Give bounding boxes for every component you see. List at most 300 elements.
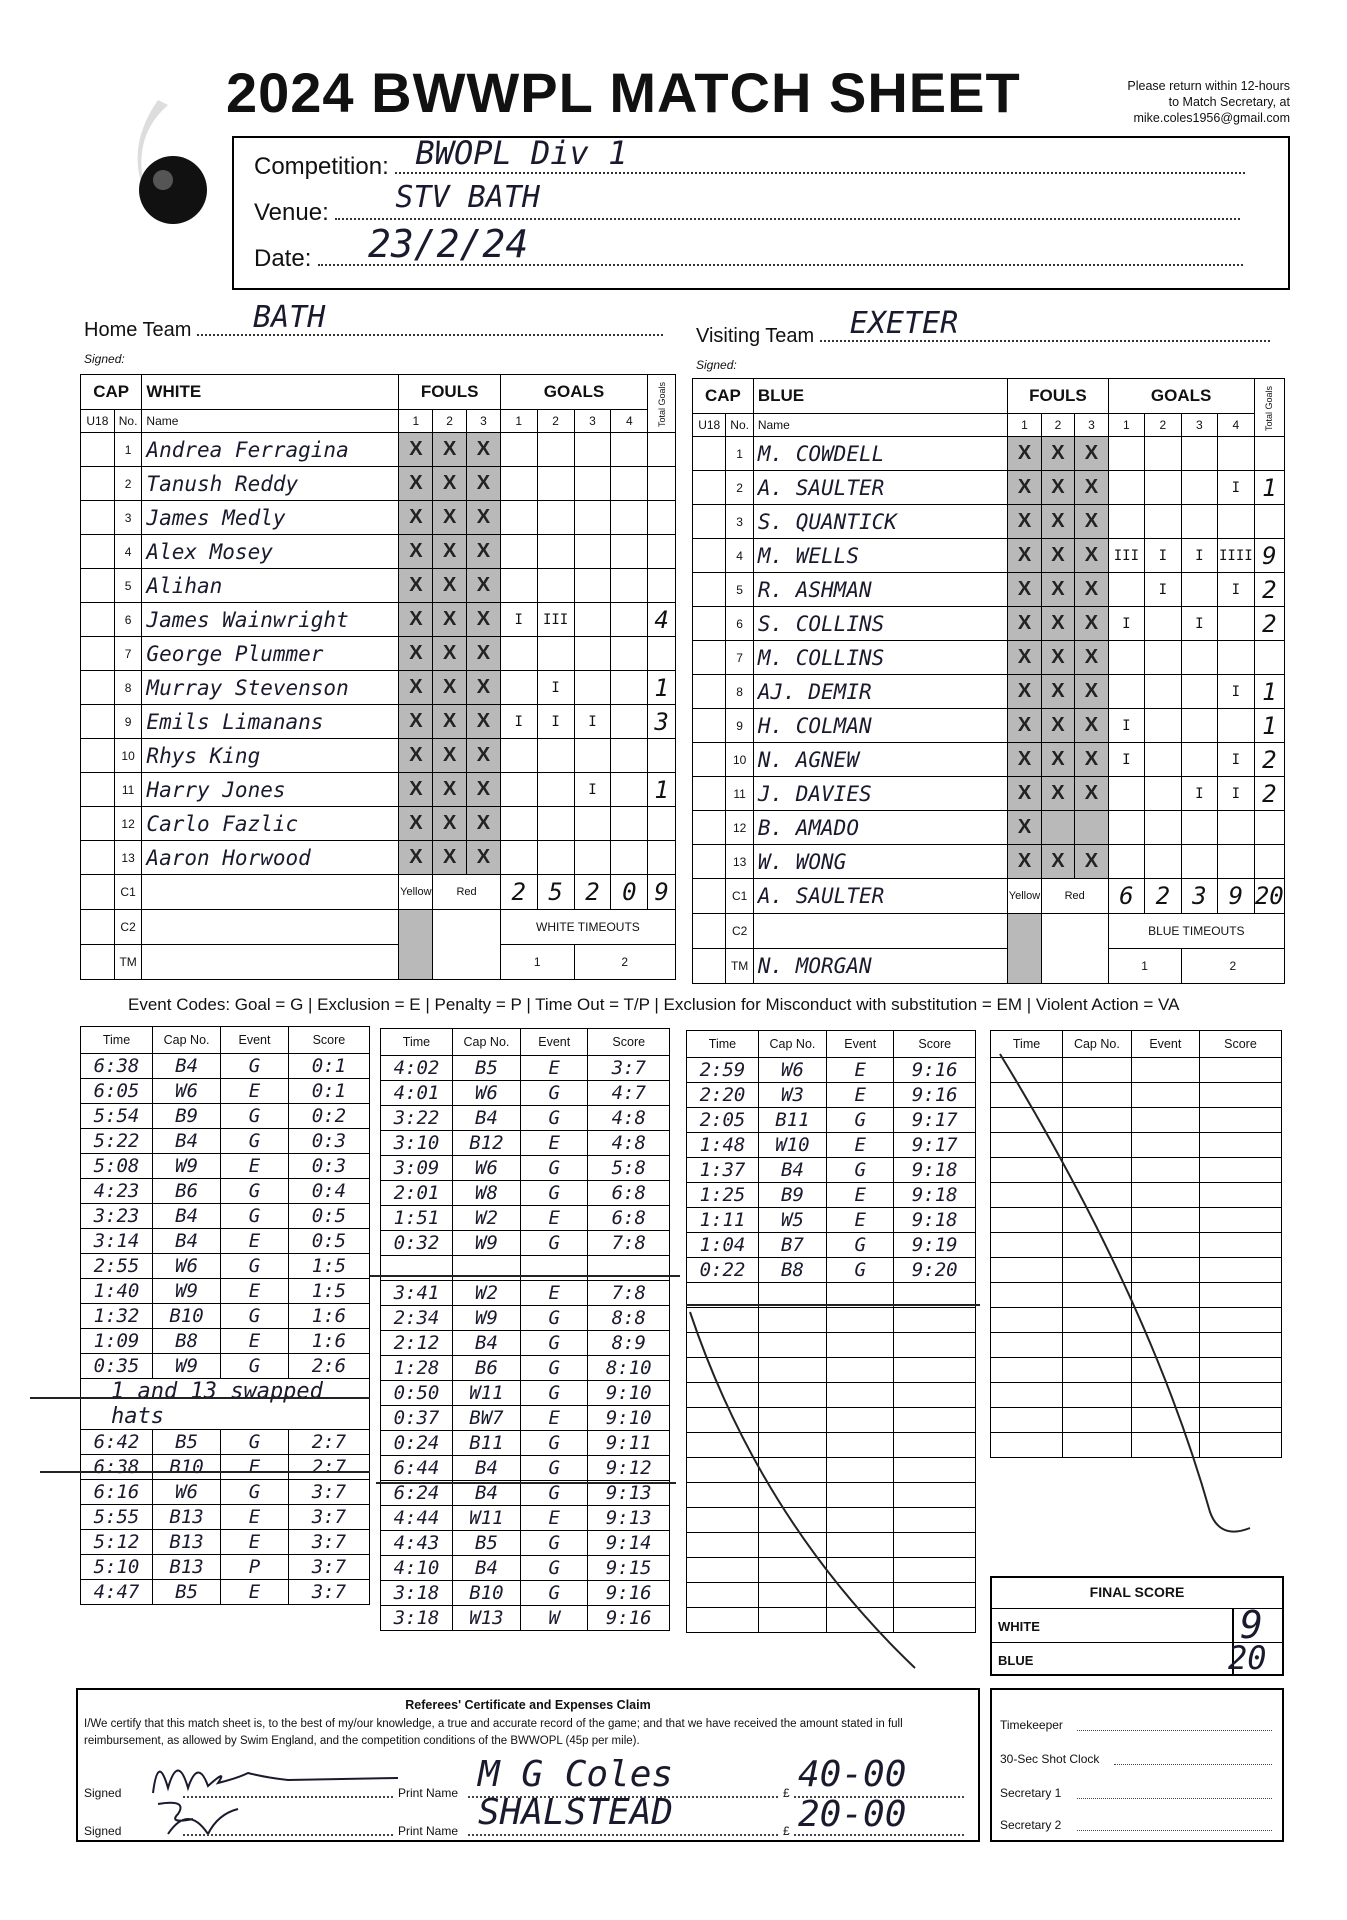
u18-cell[interactable] <box>81 773 115 807</box>
event-event-cell[interactable] <box>1131 1333 1199 1358</box>
event-time-cell[interactable] <box>687 1533 759 1558</box>
event-event-cell[interactable]: G <box>221 1354 289 1379</box>
foul-cell[interactable]: X <box>467 807 501 841</box>
foul-cell[interactable]: X <box>1075 437 1108 471</box>
final-white-value[interactable]: 9 <box>1240 1603 1263 1647</box>
event-event-cell[interactable] <box>1131 1358 1199 1383</box>
goal-tally-cell[interactable] <box>500 433 537 467</box>
event-event-cell[interactable] <box>1131 1433 1199 1458</box>
event-time-cell[interactable] <box>687 1558 759 1583</box>
timeout-1[interactable]: 1 <box>500 945 574 980</box>
event-cap-cell[interactable]: BW7 <box>452 1406 520 1431</box>
player-name[interactable]: Alex Mosey <box>142 535 399 569</box>
goal-tally-cell[interactable]: I <box>1218 471 1254 505</box>
event-time-cell[interactable]: 2:12 <box>381 1331 453 1356</box>
foul-cell[interactable]: X <box>467 433 501 467</box>
u18-cell[interactable] <box>693 437 726 471</box>
event-event-cell[interactable]: G <box>221 1104 289 1129</box>
goal-tally-cell[interactable] <box>537 807 574 841</box>
goal-tally-cell[interactable] <box>1181 641 1217 675</box>
event-score-cell[interactable]: 9:18 <box>894 1208 976 1233</box>
event-cap-cell[interactable] <box>758 1458 826 1483</box>
event-cap-cell[interactable] <box>758 1508 826 1533</box>
foul-cell[interactable]: X <box>1041 539 1074 573</box>
event-cap-cell[interactable]: B4 <box>153 1204 221 1229</box>
player-name[interactable]: Emils Limanans <box>142 705 399 739</box>
event-time-cell[interactable]: 0:24 <box>381 1431 453 1456</box>
event-score-cell[interactable] <box>1199 1108 1281 1133</box>
goal-tally-cell[interactable] <box>574 637 611 671</box>
player-name[interactable]: S. QUANTICK <box>753 505 1007 539</box>
event-event-cell[interactable] <box>1131 1408 1199 1433</box>
event-event-cell[interactable] <box>1131 1233 1199 1258</box>
final-blue-value[interactable]: 20 <box>1228 1639 1267 1677</box>
event-time-cell[interactable]: 6:38 <box>81 1054 153 1079</box>
event-score-cell[interactable]: 9:11 <box>588 1431 670 1456</box>
event-score-cell[interactable]: 9:14 <box>588 1531 670 1556</box>
goal-tally-cell[interactable] <box>1218 709 1254 743</box>
event-time-cell[interactable]: 3:22 <box>381 1106 453 1131</box>
event-score-cell[interactable]: 9:20 <box>894 1258 976 1283</box>
goal-tally-cell[interactable] <box>611 671 648 705</box>
event-time-cell[interactable] <box>991 1308 1063 1333</box>
goal-tally-cell[interactable] <box>611 603 648 637</box>
event-time-cell[interactable] <box>991 1283 1063 1308</box>
total-goals-cell[interactable] <box>648 433 676 467</box>
event-score-cell[interactable] <box>1199 1333 1281 1358</box>
event-cap-cell[interactable] <box>758 1408 826 1433</box>
event-event-cell[interactable]: G <box>221 1254 289 1279</box>
timekeeper-field[interactable] <box>1077 1730 1272 1731</box>
foul-cell[interactable]: X <box>399 501 433 535</box>
event-event-cell[interactable]: G <box>520 1431 588 1456</box>
total-goals-cell[interactable] <box>648 739 676 773</box>
event-score-cell[interactable]: 0:4 <box>288 1179 369 1204</box>
goal-tally-cell[interactable] <box>500 773 537 807</box>
u18-cell[interactable] <box>81 671 115 705</box>
event-cap-cell[interactable]: B13 <box>153 1555 221 1580</box>
event-time-cell[interactable]: 1:40 <box>81 1279 153 1304</box>
goal-tally-cell[interactable] <box>1218 811 1254 845</box>
u18-cell[interactable] <box>81 603 115 637</box>
event-cap-cell[interactable]: W9 <box>452 1306 520 1331</box>
total-goals-cell[interactable]: 1 <box>1254 471 1284 505</box>
event-time-cell[interactable]: 1:51 <box>381 1206 453 1231</box>
event-cap-cell[interactable]: W2 <box>452 1281 520 1306</box>
goal-tally-cell[interactable]: III <box>1108 539 1144 573</box>
foul-cell[interactable]: X <box>467 501 501 535</box>
event-event-cell[interactable]: G <box>221 1179 289 1204</box>
goal-tally-cell[interactable] <box>537 773 574 807</box>
ref2-print-name[interactable]: SHALSTEAD <box>478 1792 674 1833</box>
foul-cell[interactable]: X <box>399 467 433 501</box>
event-cap-cell[interactable] <box>1063 1233 1132 1258</box>
goal-tally-cell[interactable]: I <box>1218 573 1254 607</box>
secretary1-field[interactable] <box>1077 1798 1272 1799</box>
player-name[interactable]: Andrea Ferragina <box>142 433 399 467</box>
event-score-cell[interactable] <box>894 1583 976 1608</box>
event-cap-cell[interactable] <box>452 1256 520 1281</box>
goal-tally-cell[interactable]: I <box>1218 777 1254 811</box>
event-score-cell[interactable] <box>1199 1308 1281 1333</box>
event-time-cell[interactable] <box>991 1108 1063 1133</box>
foul-cell[interactable]: X <box>467 739 501 773</box>
event-time-cell[interactable] <box>991 1183 1063 1208</box>
official-name[interactable] <box>142 910 399 945</box>
goal-tally-cell[interactable]: I <box>1181 607 1217 641</box>
event-cap-cell[interactable]: W11 <box>452 1506 520 1531</box>
event-event-cell[interactable]: G <box>520 1581 588 1606</box>
event-time-cell[interactable]: 5:54 <box>81 1104 153 1129</box>
foul-cell[interactable]: X <box>433 467 467 501</box>
event-cap-cell[interactable] <box>1063 1258 1132 1283</box>
player-name[interactable]: AJ. DEMIR <box>753 675 1007 709</box>
event-event-cell[interactable]: E <box>221 1279 289 1304</box>
u18-cell[interactable] <box>693 709 726 743</box>
event-score-cell[interactable]: 6:8 <box>588 1206 670 1231</box>
foul-cell[interactable]: X <box>467 637 501 671</box>
event-time-cell[interactable] <box>991 1258 1063 1283</box>
player-name[interactable]: Murray Stevenson <box>142 671 399 705</box>
total-goals-cell[interactable] <box>648 637 676 671</box>
event-time-cell[interactable]: 1:48 <box>687 1133 759 1158</box>
event-time-cell[interactable] <box>991 1058 1063 1083</box>
event-event-cell[interactable]: E <box>826 1133 894 1158</box>
foul-cell[interactable]: X <box>433 841 467 875</box>
event-cap-cell[interactable] <box>758 1483 826 1508</box>
event-cap-cell[interactable]: W9 <box>153 1154 221 1179</box>
event-score-cell[interactable] <box>1199 1433 1281 1458</box>
goal-tally-cell[interactable] <box>611 501 648 535</box>
event-event-cell[interactable]: G <box>520 1356 588 1381</box>
event-cap-cell[interactable]: W6 <box>153 1079 221 1104</box>
foul-cell[interactable]: X <box>1041 573 1074 607</box>
foul-cell[interactable]: X <box>467 535 501 569</box>
goal-tally-cell[interactable] <box>574 535 611 569</box>
goal-tally-cell[interactable] <box>574 501 611 535</box>
event-event-cell[interactable]: G <box>520 1081 588 1106</box>
event-event-cell[interactable] <box>826 1483 894 1508</box>
goal-tally-cell[interactable]: III <box>537 603 574 637</box>
event-time-cell[interactable]: 0:50 <box>381 1381 453 1406</box>
foul-cell[interactable]: X <box>399 569 433 603</box>
u18-cell[interactable] <box>693 641 726 675</box>
player-name[interactable]: Carlo Fazlic <box>142 807 399 841</box>
event-time-cell[interactable]: 0:35 <box>81 1354 153 1379</box>
event-cap-cell[interactable]: W8 <box>452 1181 520 1206</box>
event-score-cell[interactable] <box>894 1383 976 1408</box>
event-event-cell[interactable]: E <box>826 1208 894 1233</box>
total-goals-cell[interactable] <box>648 467 676 501</box>
foul-cell[interactable]: X <box>1008 709 1041 743</box>
goal-tally-cell[interactable] <box>611 535 648 569</box>
goal-tally-cell[interactable] <box>1218 505 1254 539</box>
player-name[interactable]: R. ASHMAN <box>753 573 1007 607</box>
goal-tally-cell[interactable]: I <box>1108 743 1144 777</box>
event-event-cell[interactable] <box>1131 1133 1199 1158</box>
total-goals-cell[interactable]: 3 <box>648 705 676 739</box>
foul-cell[interactable]: X <box>1008 471 1041 505</box>
event-time-cell[interactable]: 3:10 <box>381 1131 453 1156</box>
event-time-cell[interactable] <box>687 1433 759 1458</box>
event-event-cell[interactable] <box>826 1358 894 1383</box>
event-time-cell[interactable]: 2:59 <box>687 1058 759 1083</box>
goal-tally-cell[interactable] <box>1181 437 1217 471</box>
foul-cell[interactable]: X <box>399 807 433 841</box>
event-event-cell[interactable]: G <box>520 1481 588 1506</box>
total-goals-cell[interactable]: 2 <box>1254 607 1284 641</box>
team-total-goals[interactable]: 9 <box>648 875 676 910</box>
foul-cell[interactable]: X <box>399 603 433 637</box>
event-score-cell[interactable]: 9:17 <box>894 1133 976 1158</box>
event-score-cell[interactable] <box>1199 1258 1281 1283</box>
event-cap-cell[interactable]: W6 <box>758 1058 826 1083</box>
event-score-cell[interactable] <box>894 1308 976 1333</box>
event-event-cell[interactable]: G <box>520 1556 588 1581</box>
goal-tally-cell[interactable]: I <box>500 603 537 637</box>
total-goals-cell[interactable] <box>648 501 676 535</box>
event-event-cell[interactable] <box>1131 1108 1199 1133</box>
event-cap-cell[interactable] <box>1063 1133 1132 1158</box>
player-name[interactable]: A. SAULTER <box>753 471 1007 505</box>
foul-cell[interactable]: X <box>433 773 467 807</box>
event-event-cell[interactable]: E <box>221 1580 289 1605</box>
goal-tally-cell[interactable] <box>1181 505 1217 539</box>
u18-cell[interactable] <box>81 433 115 467</box>
u18-cell[interactable] <box>693 573 726 607</box>
goal-tally-cell[interactable] <box>611 467 648 501</box>
event-event-cell[interactable]: E <box>221 1505 289 1530</box>
u18-cell[interactable] <box>81 739 115 773</box>
foul-cell[interactable]: X <box>399 433 433 467</box>
total-goals-cell[interactable]: 1 <box>648 671 676 705</box>
total-goals-cell[interactable]: 1 <box>1254 709 1284 743</box>
event-time-cell[interactable] <box>687 1408 759 1433</box>
event-time-cell[interactable] <box>381 1256 453 1281</box>
event-event-cell[interactable]: E <box>221 1079 289 1104</box>
event-score-cell[interactable]: 1:6 <box>288 1329 369 1354</box>
event-cap-cell[interactable]: W3 <box>758 1083 826 1108</box>
foul-cell[interactable]: X <box>467 569 501 603</box>
event-event-cell[interactable]: G <box>520 1306 588 1331</box>
goal-tally-cell[interactable]: I <box>1218 675 1254 709</box>
event-time-cell[interactable]: 4:02 <box>381 1056 453 1081</box>
event-score-cell[interactable]: 3:7 <box>288 1555 369 1580</box>
event-event-cell[interactable] <box>826 1458 894 1483</box>
goal-tally-cell[interactable]: I <box>537 705 574 739</box>
event-score-cell[interactable]: 0:5 <box>288 1204 369 1229</box>
event-time-cell[interactable]: 5:08 <box>81 1154 153 1179</box>
goal-tally-cell[interactable] <box>1145 675 1181 709</box>
event-event-cell[interactable]: G <box>520 1181 588 1206</box>
foul-cell[interactable]: X <box>433 569 467 603</box>
goal-tally-cell[interactable] <box>611 841 648 875</box>
goal-tally-cell[interactable] <box>1181 709 1217 743</box>
goal-tally-cell[interactable] <box>537 535 574 569</box>
goal-tally-cell[interactable] <box>1145 641 1181 675</box>
goal-tally-cell[interactable] <box>1145 471 1181 505</box>
event-cap-cell[interactable] <box>1063 1183 1132 1208</box>
event-time-cell[interactable]: 5:10 <box>81 1555 153 1580</box>
u18-cell[interactable] <box>693 607 726 641</box>
foul-cell[interactable]: X <box>399 535 433 569</box>
event-score-cell[interactable] <box>894 1608 976 1633</box>
foul-cell[interactable]: X <box>1075 709 1108 743</box>
event-score-cell[interactable]: 7:8 <box>588 1281 670 1306</box>
goal-tally-cell[interactable] <box>537 841 574 875</box>
foul-cell[interactable]: X <box>433 433 467 467</box>
event-cap-cell[interactable]: B13 <box>153 1530 221 1555</box>
player-name[interactable]: Aaron Horwood <box>142 841 399 875</box>
goal-tally-cell[interactable] <box>537 739 574 773</box>
u18-cell[interactable] <box>693 539 726 573</box>
goal-tally-cell[interactable]: I <box>574 705 611 739</box>
foul-cell[interactable]: X <box>1008 573 1041 607</box>
official-name[interactable]: N. MORGAN <box>753 949 1007 984</box>
event-note[interactable]: 1 and 13 swapped hats <box>81 1379 370 1430</box>
event-time-cell[interactable]: 4:44 <box>381 1506 453 1531</box>
event-time-cell[interactable] <box>687 1333 759 1358</box>
event-event-cell[interactable] <box>826 1408 894 1433</box>
total-goals-cell[interactable] <box>648 535 676 569</box>
event-cap-cell[interactable] <box>758 1608 826 1633</box>
event-time-cell[interactable]: 3:09 <box>381 1156 453 1181</box>
event-score-cell[interactable]: 5:8 <box>588 1156 670 1181</box>
event-time-cell[interactable]: 3:23 <box>81 1204 153 1229</box>
goal-tally-cell[interactable] <box>611 739 648 773</box>
event-cap-cell[interactable]: B4 <box>153 1229 221 1254</box>
foul-cell[interactable]: X <box>1008 437 1041 471</box>
event-cap-cell[interactable]: B10 <box>153 1455 221 1480</box>
event-score-cell[interactable] <box>894 1408 976 1433</box>
goal-tally-cell[interactable] <box>1218 607 1254 641</box>
event-cap-cell[interactable] <box>758 1383 826 1408</box>
shot-clock-field[interactable] <box>1114 1764 1272 1765</box>
goal-tally-cell[interactable]: I <box>1145 539 1181 573</box>
venue-value[interactable]: STV BATH <box>395 180 540 215</box>
home-team-value[interactable]: BATH <box>253 300 326 335</box>
event-event-cell[interactable] <box>826 1383 894 1408</box>
foul-cell[interactable]: X <box>399 841 433 875</box>
quarter-goals-cell[interactable]: 2 <box>500 875 537 910</box>
u18-cell[interactable] <box>693 743 726 777</box>
event-event-cell[interactable]: G <box>826 1258 894 1283</box>
event-score-cell[interactable] <box>894 1533 976 1558</box>
quarter-goals-cell[interactable]: 6 <box>1108 879 1144 914</box>
goal-tally-cell[interactable] <box>1145 743 1181 777</box>
event-score-cell[interactable] <box>894 1333 976 1358</box>
goal-tally-cell[interactable] <box>500 671 537 705</box>
event-cap-cell[interactable] <box>758 1358 826 1383</box>
event-score-cell[interactable]: 9:16 <box>588 1606 670 1631</box>
goal-tally-cell[interactable] <box>611 569 648 603</box>
event-event-cell[interactable]: E <box>520 1406 588 1431</box>
event-cap-cell[interactable]: B13 <box>153 1505 221 1530</box>
player-name[interactable]: B. AMADO <box>753 811 1007 845</box>
goal-tally-cell[interactable] <box>574 467 611 501</box>
ref1-signature[interactable] <box>148 1748 408 1798</box>
goal-tally-cell[interactable] <box>611 433 648 467</box>
event-event-cell[interactable] <box>1131 1283 1199 1308</box>
goal-tally-cell[interactable] <box>1108 505 1144 539</box>
secretary2-field[interactable] <box>1077 1830 1272 1831</box>
foul-cell[interactable]: X <box>399 739 433 773</box>
goal-tally-cell[interactable] <box>537 467 574 501</box>
goal-tally-cell[interactable]: I <box>500 705 537 739</box>
goal-tally-cell[interactable] <box>1218 437 1254 471</box>
event-event-cell[interactable] <box>1131 1158 1199 1183</box>
event-event-cell[interactable] <box>826 1608 894 1633</box>
event-score-cell[interactable]: 0:2 <box>288 1104 369 1129</box>
quarter-goals-cell[interactable]: 0 <box>611 875 648 910</box>
event-score-cell[interactable]: 0:3 <box>288 1154 369 1179</box>
event-cap-cell[interactable]: B6 <box>153 1179 221 1204</box>
player-name[interactable]: George Plummer <box>142 637 399 671</box>
event-time-cell[interactable]: 3:14 <box>81 1229 153 1254</box>
event-score-cell[interactable]: 9:17 <box>894 1108 976 1133</box>
goal-tally-cell[interactable] <box>1218 845 1254 879</box>
u18-cell[interactable] <box>81 841 115 875</box>
event-score-cell[interactable]: 9:18 <box>894 1183 976 1208</box>
goal-tally-cell[interactable] <box>537 569 574 603</box>
event-cap-cell[interactable]: B4 <box>452 1331 520 1356</box>
event-cap-cell[interactable]: B4 <box>452 1556 520 1581</box>
foul-cell[interactable]: X <box>433 739 467 773</box>
foul-cell[interactable]: X <box>467 705 501 739</box>
event-event-cell[interactable] <box>826 1583 894 1608</box>
event-time-cell[interactable] <box>991 1158 1063 1183</box>
goal-tally-cell[interactable] <box>1145 437 1181 471</box>
event-score-cell[interactable]: 7:8 <box>588 1231 670 1256</box>
event-time-cell[interactable]: 4:10 <box>381 1556 453 1581</box>
player-name[interactable]: M. COLLINS <box>753 641 1007 675</box>
goal-tally-cell[interactable] <box>574 603 611 637</box>
event-event-cell[interactable] <box>826 1558 894 1583</box>
foul-cell[interactable]: X <box>1041 709 1074 743</box>
u18-cell[interactable] <box>693 811 726 845</box>
total-goals-cell[interactable] <box>1254 641 1284 675</box>
event-event-cell[interactable]: E <box>221 1455 289 1480</box>
event-cap-cell[interactable]: B11 <box>452 1431 520 1456</box>
u18-cell[interactable] <box>693 471 726 505</box>
event-score-cell[interactable] <box>894 1508 976 1533</box>
goal-tally-cell[interactable] <box>1145 811 1181 845</box>
event-score-cell[interactable]: 8:9 <box>588 1331 670 1356</box>
event-cap-cell[interactable]: W11 <box>452 1381 520 1406</box>
goal-tally-cell[interactable] <box>1218 641 1254 675</box>
event-time-cell[interactable] <box>991 1083 1063 1108</box>
event-score-cell[interactable] <box>894 1458 976 1483</box>
player-name[interactable]: James Wainwright <box>142 603 399 637</box>
event-score-cell[interactable]: 0:1 <box>288 1054 369 1079</box>
foul-cell[interactable]: X <box>433 671 467 705</box>
total-goals-cell[interactable]: 2 <box>1254 743 1284 777</box>
official-name[interactable] <box>142 875 399 910</box>
event-score-cell[interactable]: 8:8 <box>588 1306 670 1331</box>
foul-cell[interactable] <box>1041 811 1074 845</box>
total-goals-cell[interactable] <box>1254 811 1284 845</box>
quarter-goals-cell[interactable]: 2 <box>574 875 611 910</box>
event-time-cell[interactable] <box>687 1383 759 1408</box>
event-event-cell[interactable]: G <box>520 1106 588 1131</box>
total-goals-cell[interactable] <box>648 569 676 603</box>
player-name[interactable]: Harry Jones <box>142 773 399 807</box>
u18-cell[interactable] <box>81 569 115 603</box>
foul-cell[interactable]: X <box>1041 471 1074 505</box>
event-score-cell[interactable]: 9:12 <box>588 1456 670 1481</box>
event-event-cell[interactable]: G <box>221 1304 289 1329</box>
event-time-cell[interactable] <box>687 1308 759 1333</box>
